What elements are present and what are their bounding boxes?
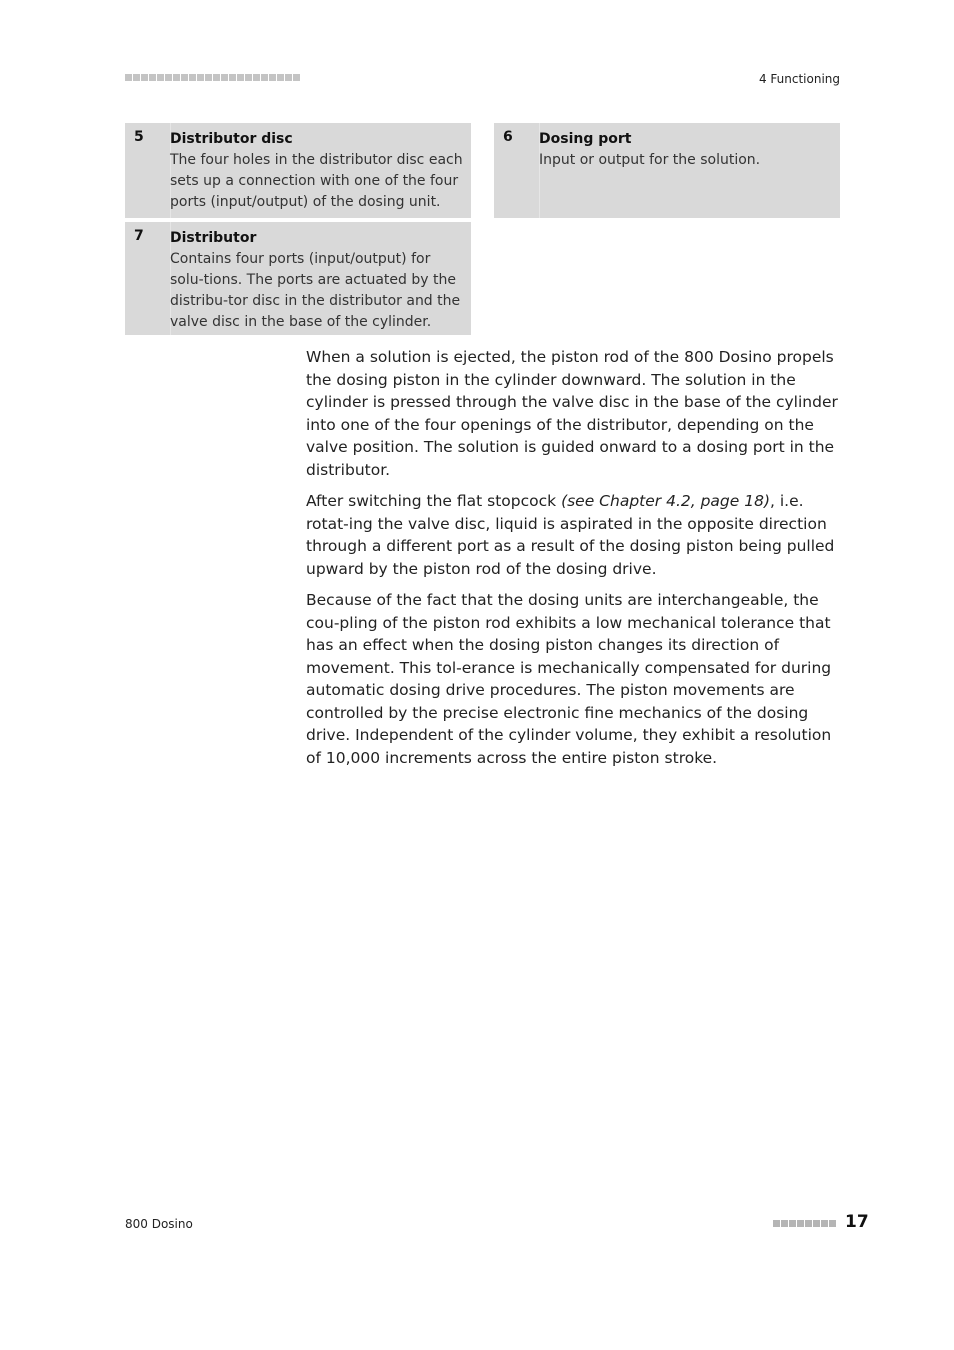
paragraph-text: After switching the flat stopcock [306, 492, 562, 510]
paragraph-aspiration [306, 490, 842, 580]
legend-title: Distributor disc [170, 131, 293, 147]
legend-item-dosing-port [494, 123, 840, 218]
legend-title: Distributor [170, 230, 257, 246]
legend-number: 5 [134, 129, 144, 145]
page-number: 17 [845, 1212, 869, 1232]
paragraph-ejection: When a solution is ejected, the piston rod of the 800 Dosino propels the dosing piston in the cylinder downward. The solution in the cylinder is pressed through the valve disc in the base of the cylinder into one of the four openings of the distributor, depending on the valve position. The solution is guided onward to a dosing port in the distributor. [306, 348, 838, 479]
chapter-reference-link[interactable]: (see Chapter 4.2, page 18) [561, 492, 770, 510]
legend-description: Input or output for the solution. [539, 152, 761, 168]
legend-content [170, 228, 463, 333]
footer-product-name: 800 Dosino [125, 1217, 193, 1231]
paragraph-text: , i.e. rotat-ing the valve disc, liquid is aspirated in the opposite direction through a different port as a result of the dosing piston being pulled upward by the piston rod of the dosing drive. [306, 492, 835, 578]
footer-decoration [773, 1220, 836, 1227]
legend-item-distributor-disc [125, 123, 471, 218]
legend-description: The four holes in the distributor disc each sets up a connection with one of the four ports (input/output) of the dosing unit. [170, 152, 463, 210]
legend-number: 7 [134, 228, 144, 244]
paragraph-tolerance: Because of the fact that the dosing units are interchangeable, the cou-pling of the piston rod exhibits a low mechanical tolerance that has an effect when the dosing piston changes its direction of movement. This tol-erance is mechanically compensated for during automatic dosing drive procedures. The piston movements are controlled by the precise electronic fine mechanics of the dosing drive. Independent of the cylinder volume, they exhibit a resolution of 10,000 increments across the entire piston stroke. [306, 591, 832, 767]
body-text [306, 346, 842, 778]
legend-item-distributor [125, 222, 471, 335]
legend-content [170, 129, 463, 213]
legend-title: Dosing port [539, 131, 632, 147]
header-decoration [125, 74, 300, 82]
legend-description: Contains four ports (input/output) for solu-tions. The ports are actuated by the distribu-tor disc in the distributor and the valve disc in the base of the cylinder. [170, 251, 461, 330]
legend-content [539, 129, 832, 171]
legend-number: 6 [503, 129, 513, 145]
chapter-title: 4 Functioning [758, 72, 840, 86]
